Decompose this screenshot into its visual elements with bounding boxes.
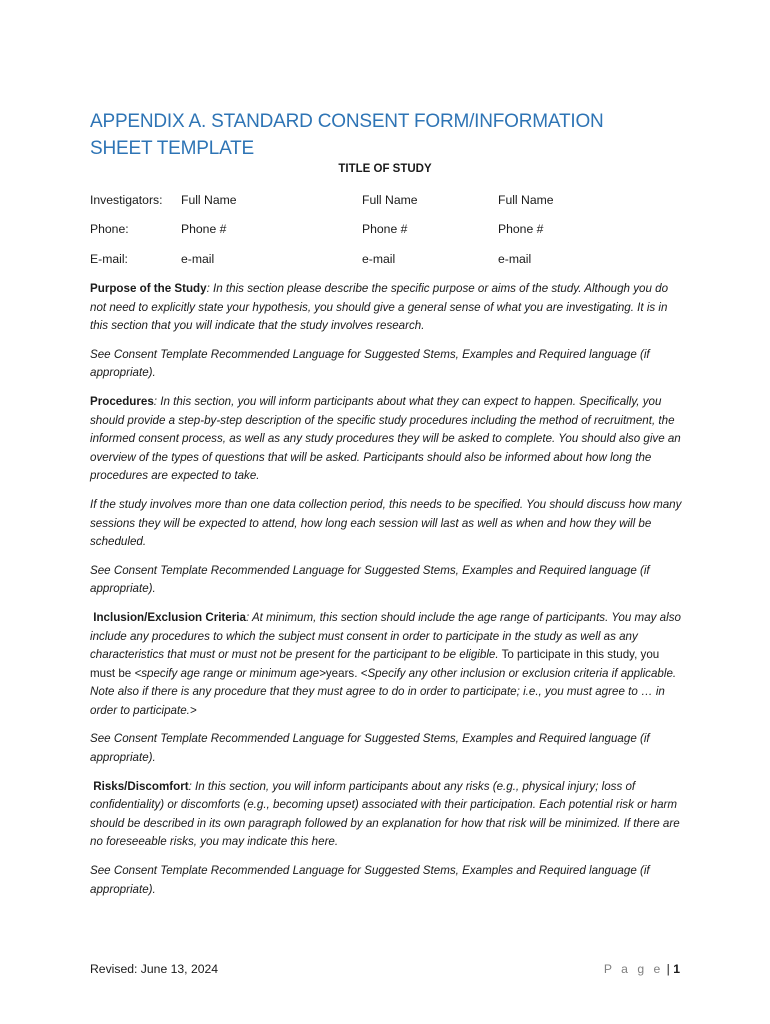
see-template-note-4: See Consent Template Recommended Language for Suggested Stems, Examples and Required language (if appropriate). xyxy=(90,864,650,896)
page-separator: | xyxy=(663,962,674,976)
study-title: TITLE OF STUDY xyxy=(338,163,432,175)
investigators-row xyxy=(90,193,690,209)
email-1: e-mail xyxy=(181,252,215,266)
procedures-text: : In this section, you will inform participants about what they can expect to happen. Specifically, you should provide a step-by-step description of the specific study procedures including the method of recruitment, the informed consent process, as well as any study procedures they will be asked to complete. You should also give an overview of the types of questions that will be asked. Participants should also be informed about how long the procedures are expected to take. xyxy=(90,394,681,483)
document-body xyxy=(90,280,682,909)
email-row xyxy=(90,252,690,268)
email-3: e-mail xyxy=(498,252,532,266)
phone-label: Phone: xyxy=(90,222,129,236)
email-label: E-mail: xyxy=(90,252,128,266)
see-template-note-1: See Consent Template Recommended Language for Suggested Stems, Examples and Required language (if appropriate). xyxy=(90,347,650,380)
page-number: 1 xyxy=(673,962,680,976)
risks-text: : In this section, you will inform participants about any risks (e.g., physical injury; loss of confidentiality) or discomforts (e.g., becoming upset) associated with their participation. Each potential risk or harm should be described in its own paragraph followed by an explanation for how that risk will be minimized. If there are no foreseeable risks, you may indicate this here. xyxy=(90,779,680,849)
appendix-heading: APPENDIX A. STANDARD CONSENT FORM/INFORMATION SHEET TEMPLATE xyxy=(90,111,604,159)
investigators-label: Investigators: xyxy=(90,193,163,207)
risks-paragraph xyxy=(90,778,682,852)
procedures-title: Procedures xyxy=(90,394,154,408)
see-template-note-3: See Consent Template Recommended Language for Suggested Stems, Examples and Required language (if appropriate). xyxy=(90,732,650,765)
inclusion-paragraph xyxy=(90,609,682,721)
inclusion-text-2: <Specify any other inclusion or exclusion criteria if applicable. Note also if there is any procedure that they must agree to do in order to participate; i.e., you must agree to … in order to participate.> xyxy=(90,666,677,717)
page-label: P a g e xyxy=(603,962,664,976)
inclusion-title: Inclusion/Exclusion Criteria xyxy=(93,610,246,624)
inclusion-plain-2: years. xyxy=(325,666,361,680)
procedures-paragraph xyxy=(90,393,682,486)
inclusion-specify: <specify age range or minimum age> xyxy=(134,666,326,680)
purpose-text: : In this section please describe the specific purpose or aims of the study. Although you do not need to explicitly state your hypothesis, you should give a general sense of what you are investigating. It is in this section that you will indicate that the study involves research. xyxy=(90,282,669,333)
phone-2: Phone # xyxy=(362,222,408,236)
email-2: e-mail xyxy=(362,252,396,266)
investigator-name-3: Full Name xyxy=(498,193,554,207)
phone-1: Phone # xyxy=(181,222,227,236)
phone-row xyxy=(90,222,690,238)
purpose-title: Purpose of the Study xyxy=(90,282,207,295)
inclusion-plain-1: To participate in this study, you must be xyxy=(90,648,660,680)
phone-3: Phone # xyxy=(498,222,544,236)
revised-date: Revised: June 13, 2024 xyxy=(90,962,219,976)
page-number-footer xyxy=(604,962,680,976)
see-template-note-2: See Consent Template Recommended Language for Suggested Stems, Examples and Required language (if appropriate). xyxy=(90,563,650,596)
inclusion-text-1: : At minimum, this section should include the age range of participants. You may also include any procedures to which the subject must consent in order to participate in the study as well as any characteristics that must or must not be present for the participant to be eligible. xyxy=(90,610,681,662)
risks-title: Risks/Discomfort xyxy=(93,779,189,793)
purpose-paragraph xyxy=(90,280,682,336)
investigator-name-2: Full Name xyxy=(362,193,418,207)
procedures-extra-paragraph: If the study involves more than one data collection period, this needs to be specified. You should discuss how many sessions they will be expected to attend, how long each session will last as well as when and how they will be scheduled. xyxy=(90,497,682,549)
investigator-name-1: Full Name xyxy=(181,193,237,207)
